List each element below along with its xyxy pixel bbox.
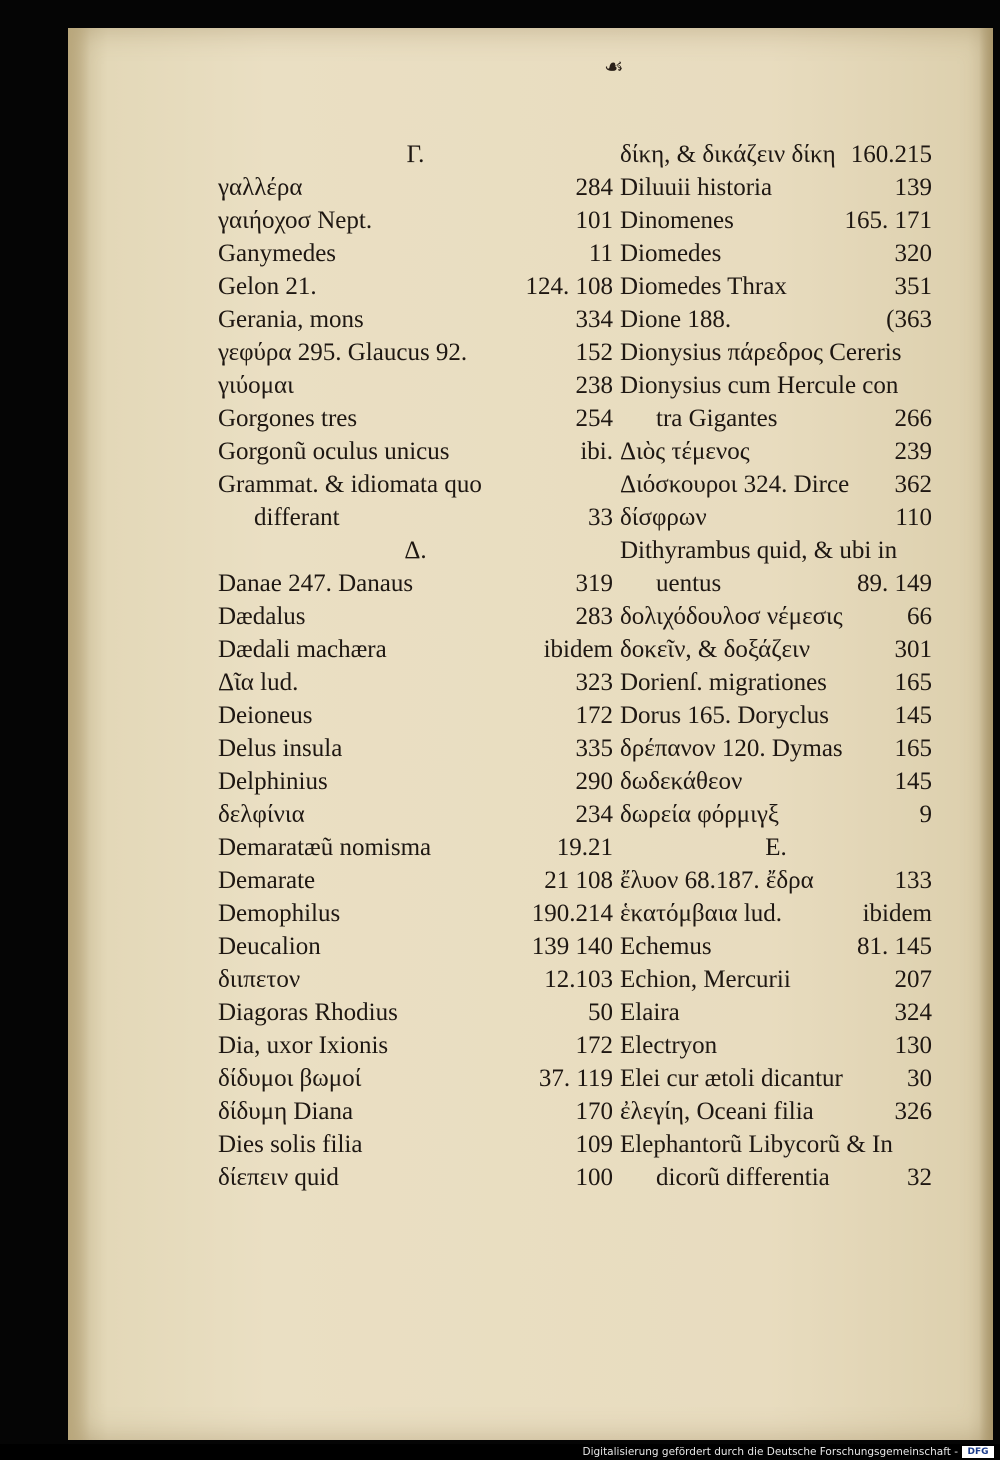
index-entry (218, 798, 613, 831)
index-page-refs: 238 (575, 372, 613, 399)
index-term: Elaira (620, 999, 680, 1026)
index-page-refs: 11 (588, 240, 613, 267)
index-page-refs: 89. 149 (857, 570, 932, 597)
index-page-refs: 320 (894, 240, 932, 267)
index-term: Dione 188. (620, 306, 732, 333)
index-page-refs: 32 (907, 1164, 932, 1191)
index-term: Διὸς τέμενος (620, 438, 750, 465)
index-term: δρέπανον 120. Dymas (620, 735, 843, 762)
index-page-refs: 37. 119 (538, 1065, 613, 1092)
index-entry (218, 468, 613, 501)
index-entry (620, 369, 932, 402)
index-page-refs: 335 (575, 735, 613, 762)
index-term: Dies solis filia (218, 1131, 363, 1158)
index-entry (218, 831, 613, 864)
index-entry (620, 1161, 932, 1194)
index-term: Δ. (404, 537, 427, 564)
index-entry (218, 303, 613, 336)
index-letter-heading (218, 534, 613, 567)
index-entry (620, 699, 932, 732)
index-page-refs: 152 (575, 339, 613, 366)
index-entry (218, 600, 613, 633)
index-page-refs: 130 (894, 1032, 932, 1059)
index-entry (218, 501, 613, 534)
index-page-refs: 66 (907, 603, 932, 630)
index-term: Dorus 165. Doryclus (620, 702, 830, 729)
index-term: δίκη, & δικάζειν δίκη (620, 141, 836, 168)
index-entry (620, 666, 932, 699)
index-page-refs: 234 (575, 801, 613, 828)
index-entry (620, 996, 932, 1029)
index-entry (620, 567, 932, 600)
index-page-refs: 100 (575, 1164, 613, 1191)
index-entry (218, 270, 613, 303)
index-entry (218, 435, 613, 468)
index-page-refs: 324 (894, 999, 932, 1026)
index-page-refs: 172 (575, 702, 613, 729)
index-entry (620, 897, 932, 930)
index-entry (620, 402, 932, 435)
index-entry (218, 336, 613, 369)
index-entry (620, 1062, 932, 1095)
index-term: Dionysius πάρεδρος Cereris (620, 339, 902, 366)
index-term: δίσφρων (620, 504, 707, 531)
index-entry (218, 1062, 613, 1095)
index-page-refs: 81. 145 (857, 933, 932, 960)
index-entry (218, 732, 613, 765)
index-term: δίεπειν quid (218, 1164, 339, 1191)
index-page-refs: 9 (919, 801, 932, 828)
index-term: Γ. (406, 141, 425, 168)
index-page-refs: 319 (575, 570, 613, 597)
index-page-refs: 170 (575, 1098, 613, 1125)
index-term: Gorgones tres (218, 405, 358, 432)
index-term: tra Gigantes (656, 405, 778, 432)
index-term: διιπετον (218, 966, 301, 993)
index-term: Dinomenes (620, 207, 734, 234)
index-entry (620, 732, 932, 765)
index-entry (218, 963, 613, 996)
index-page-refs: 30 (907, 1065, 932, 1092)
index-page-refs: 33 (588, 504, 613, 531)
index-term: Dædali machæra (218, 636, 387, 663)
index-term: γαλλέρα (218, 174, 303, 201)
index-term: Dia, uxor Ixionis (218, 1032, 389, 1059)
index-page-refs: (363 (886, 306, 932, 333)
index-entry (218, 204, 613, 237)
index-page-refs: 124. 108 (525, 273, 613, 300)
index-entry (218, 1128, 613, 1161)
index-entry (218, 996, 613, 1029)
index-term: dicorũ differentia (656, 1164, 830, 1191)
index-term: Echemus (620, 933, 712, 960)
index-page-refs: 334 (575, 306, 613, 333)
index-page-refs: 239 (894, 438, 932, 465)
index-page-refs: 19.21 (556, 834, 613, 861)
index-term: Dorienſ. migrationes (620, 669, 827, 696)
index-letter-heading (620, 831, 932, 864)
index-term: Gelon 21. (218, 273, 317, 300)
index-term: γεφύρα 295. Glaucus 92. (218, 339, 468, 366)
index-entry (620, 270, 932, 303)
index-entry (218, 930, 613, 963)
index-column-left (218, 138, 613, 1194)
index-page-refs: 351 (894, 273, 932, 300)
index-page-refs: 160.215 (850, 141, 932, 168)
index-term: δοκεῖν, & δοξάζειν (620, 636, 811, 663)
index-entry (620, 1128, 932, 1161)
index-term: Demophilus (218, 900, 341, 927)
index-term: δίδυμη Diana (218, 1098, 354, 1125)
index-page-refs: ibidem (862, 900, 932, 927)
page-gutter-shadow (68, 28, 90, 1440)
index-term: ἑκατόμβαια lud. (620, 900, 783, 927)
index-page-refs: 301 (894, 636, 932, 663)
index-page-refs: ibi. (580, 438, 613, 465)
index-term: Diomedes Thrax (620, 273, 787, 300)
index-entry (620, 468, 932, 501)
index-page-refs: 254 (575, 405, 613, 432)
index-entry (218, 1029, 613, 1062)
index-page-refs: 190.214 (531, 900, 613, 927)
index-page-refs: 207 (894, 966, 932, 993)
index-term: γαιήοχοσ Nept. (218, 207, 373, 234)
index-entry (620, 501, 932, 534)
index-entry (620, 864, 932, 897)
printer-ornament: ☙ (604, 54, 624, 79)
index-entry (218, 237, 613, 270)
index-page-refs: 21 108 (544, 867, 613, 894)
index-term: differant (254, 504, 340, 531)
index-page-refs: 109 (575, 1131, 613, 1158)
index-entry (218, 666, 613, 699)
index-page-refs: 323 (575, 669, 613, 696)
funding-notice: Digitalisierung gefördert durch die Deutsche Forschungsgemeinschaft - (582, 1446, 958, 1458)
index-entry (620, 633, 932, 666)
index-letter-heading (218, 138, 613, 171)
digitization-footer (0, 1444, 1000, 1460)
index-term: δολιχόδουλοσ νέμεσις (620, 603, 843, 630)
index-entry (218, 699, 613, 732)
index-term: ἔλυον 68.187. ἔδρα (620, 867, 814, 894)
index-term: Echion, Mercurii (620, 966, 791, 993)
index-term: uentus (656, 570, 722, 597)
index-page-refs: 283 (575, 603, 613, 630)
index-entry (620, 1029, 932, 1062)
index-entry (620, 534, 932, 567)
index-entry (620, 963, 932, 996)
index-entry (620, 930, 932, 963)
index-term: δωρεία φόρμιγξ (620, 801, 780, 828)
index-term: Διόσκουροι 324. Dirce (620, 471, 850, 498)
index-term: Electryon (620, 1032, 718, 1059)
index-term: Dædalus (218, 603, 306, 630)
index-page-refs: 145 (894, 702, 932, 729)
index-page-refs: 284 (575, 174, 613, 201)
index-entry (620, 798, 932, 831)
index-entry (218, 765, 613, 798)
index-entry (620, 336, 932, 369)
index-term: δωδεκάθεον (620, 768, 743, 795)
index-page-refs: 290 (575, 768, 613, 795)
index-page-refs: 165. 171 (844, 207, 932, 234)
index-term: Delus insula (218, 735, 343, 762)
index-entry (218, 633, 613, 666)
index-page-refs: 101 (575, 207, 613, 234)
index-page-refs: 172 (575, 1032, 613, 1059)
index-page-refs: 139 (894, 174, 932, 201)
index-page-refs: 362 (894, 471, 932, 498)
index-term: E. (765, 834, 787, 861)
index-term: Danae 247. Danaus (218, 570, 414, 597)
index-term: Diagoras Rhodius (218, 999, 398, 1026)
index-entry (620, 600, 932, 633)
index-term: Elephantorũ Libycorũ & In (620, 1131, 893, 1158)
index-entry (620, 204, 932, 237)
dfg-logo: DFG (962, 1446, 994, 1458)
index-entry (620, 1095, 932, 1128)
index-term: Ganymedes (218, 240, 337, 267)
index-term: δίδυμοι βωμοί (218, 1065, 362, 1092)
index-entry (218, 567, 613, 600)
index-entry (620, 237, 932, 270)
index-entry (218, 1095, 613, 1128)
index-term: Diluuii historia (620, 174, 773, 201)
index-term: ἐλεγίη, Oceani filia (620, 1098, 814, 1125)
index-entry (620, 303, 932, 336)
index-page-refs: 50 (588, 999, 613, 1026)
index-term: Dithyrambus quid, & ubi in (620, 537, 898, 564)
index-page-refs: 133 (894, 867, 932, 894)
index-page-refs: 139 140 (531, 933, 613, 960)
index-term: γιύομαι (218, 372, 294, 399)
index-term: Gorgonũ oculus unicus (218, 438, 450, 465)
index-page-refs: 326 (894, 1098, 932, 1125)
index-term: Elei cur ætoli dicantur (620, 1065, 843, 1092)
index-page-refs: 165 (894, 669, 932, 696)
index-term: Deucalion (218, 933, 321, 960)
index-term: Gerania, mons (218, 306, 364, 333)
index-page-refs: ibidem (543, 636, 613, 663)
index-column-right (620, 138, 932, 1194)
index-term: Delphinius (218, 768, 328, 795)
index-term: Demarate (218, 867, 316, 894)
index-entry (218, 1161, 613, 1194)
index-term: Diomedes (620, 240, 722, 267)
index-page-refs: 266 (894, 405, 932, 432)
index-entry (620, 435, 932, 468)
index-term: Dionysius cum Hercule con (620, 372, 899, 399)
index-entry (218, 369, 613, 402)
index-term: Demaratæũ nomisma (218, 834, 432, 861)
index-term: Grammat. & idiomata quo (218, 471, 482, 498)
index-page-refs: 12.103 (544, 966, 613, 993)
index-term: Δῖα lud. (218, 669, 299, 696)
index-page-refs: 145 (894, 768, 932, 795)
index-entry (218, 171, 613, 204)
index-term: δελφίνια (218, 801, 305, 828)
index-page-refs: 110 (895, 504, 932, 531)
index-entry (620, 171, 932, 204)
index-entry (620, 138, 932, 171)
page-edge-shadow (979, 28, 993, 1440)
index-page-refs: 165 (894, 735, 932, 762)
index-entry (218, 864, 613, 897)
index-entry (620, 765, 932, 798)
index-entry (218, 897, 613, 930)
index-term: Deioneus (218, 702, 313, 729)
index-entry (218, 402, 613, 435)
